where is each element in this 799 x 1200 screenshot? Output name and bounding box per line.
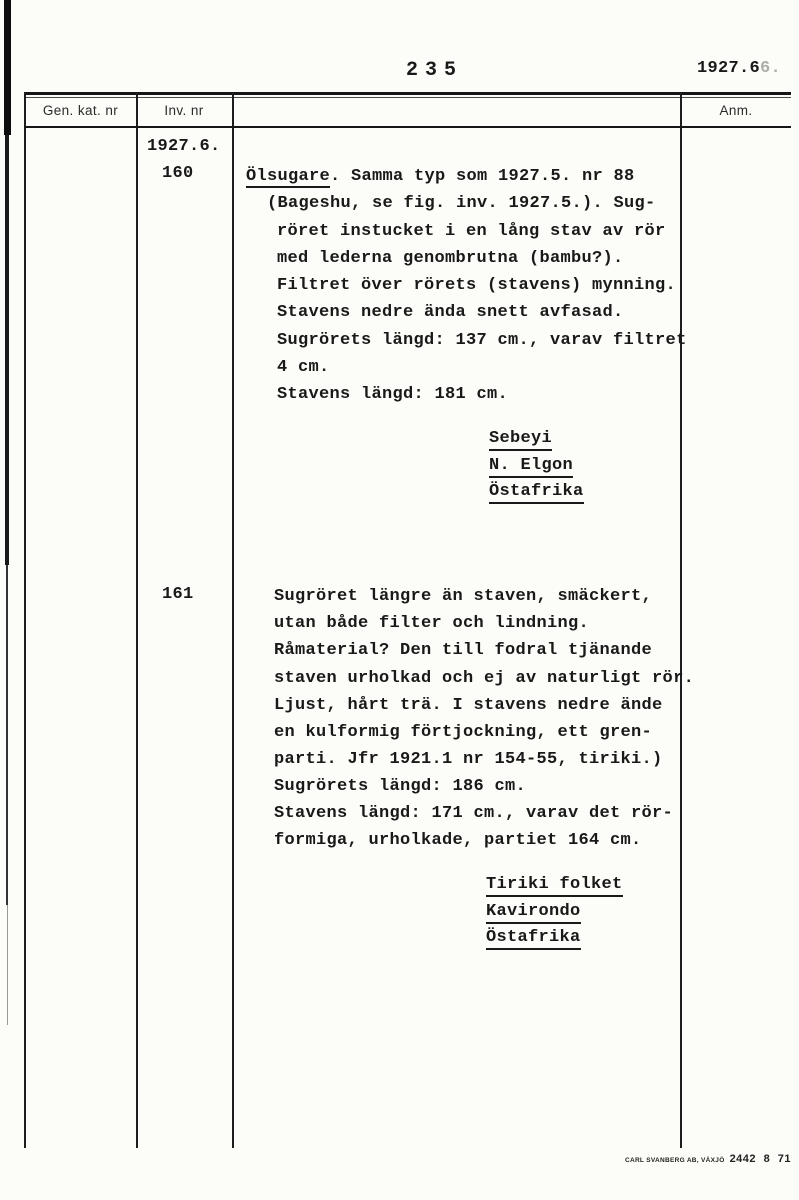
column-header-anm: Anm. bbox=[719, 103, 753, 118]
printer-code: 2442 8 71 bbox=[729, 1153, 791, 1165]
entry-160-line: röret instucket i en lång stav av rör bbox=[277, 222, 666, 241]
printer-name: CARL SVANBERG AB, VÄXJÖ bbox=[624, 1157, 725, 1164]
entry-160-title-line bbox=[246, 166, 635, 188]
scan-edge-artifact bbox=[5, 135, 9, 565]
entry-160-line: 4 cm. bbox=[277, 358, 330, 377]
attribution-text: Sebeyi bbox=[489, 429, 552, 451]
attribution-text: Östafrika bbox=[489, 482, 584, 504]
column-divider-1 bbox=[136, 92, 138, 1148]
entry-161-line: Sugrörets längd: 186 cm. bbox=[274, 777, 527, 796]
entry-160-line: Stavens längd: 181 cm. bbox=[277, 385, 509, 404]
entry-161-line: parti. Jfr 1921.1 nr 154-55, tiriki.) bbox=[274, 750, 663, 769]
table-border-left bbox=[24, 92, 26, 1148]
entry-161-attribution-place bbox=[486, 901, 581, 923]
inventory-group-number: 1927.6. bbox=[147, 137, 221, 156]
table-top-rule bbox=[25, 92, 791, 95]
entry-160-line: Sugrörets längd: 137 cm., varav filtret bbox=[277, 331, 687, 350]
entry-161-line: en kulformig förtjockning, ett gren- bbox=[274, 723, 653, 742]
entry-161-line: Råmaterial? Den till fodral tjänande bbox=[274, 641, 653, 660]
entry-161-line: staven urholkad och ej av naturligt rör. bbox=[274, 669, 695, 688]
entry-160-line: Stavens nedre ända snett avfasad. bbox=[277, 303, 624, 322]
attribution-text: Kavirondo bbox=[486, 902, 581, 924]
entry-161-line: Sugröret längre än staven, smäckert, bbox=[274, 587, 653, 606]
scan-edge-artifact bbox=[6, 565, 8, 905]
page-number: 235 bbox=[406, 59, 464, 82]
scan-edge-artifact bbox=[7, 905, 8, 1025]
entry-161-line: Ljust, hårt trä. I stavens nedre ände bbox=[274, 696, 663, 715]
entry-160-attribution-place bbox=[489, 455, 573, 477]
entry-161-line: utan både filter och lindning. bbox=[274, 614, 590, 633]
table-top-rule-2 bbox=[25, 97, 791, 98]
header-bottom-rule bbox=[25, 126, 791, 128]
attribution-text: Tiriki folket bbox=[486, 875, 623, 897]
scan-edge-artifact bbox=[4, 0, 11, 135]
attribution-text: Östafrika bbox=[486, 928, 581, 950]
printer-imprint bbox=[625, 1153, 791, 1165]
column-header-gen-kat-nr: Gen. kat. nr bbox=[42, 103, 119, 118]
entry-161-attribution-region bbox=[486, 927, 581, 949]
object-title-rest: . Samma typ som 1927.5. nr 88 bbox=[330, 167, 635, 186]
entry-161-line: formiga, urholkade, partiet 164 cm. bbox=[274, 831, 642, 850]
document-ref bbox=[697, 58, 781, 80]
inventory-number-161: 161 bbox=[162, 585, 194, 604]
entry-161-attribution-people bbox=[486, 874, 623, 896]
entry-161-line: Stavens längd: 171 cm., varav det rör- bbox=[274, 804, 674, 823]
entry-160-line: med lederna genombrutna (bambu?). bbox=[277, 249, 624, 268]
entry-160-line: (Bageshu, se fig. inv. 1927.5.). Sug- bbox=[267, 194, 656, 213]
document-ref-ghost-mark: 6. bbox=[760, 59, 782, 78]
entry-160-line: Filtret över rörets (stavens) mynning. bbox=[277, 276, 677, 295]
column-divider-2 bbox=[232, 92, 234, 1148]
column-header-inv-nr: Inv. nr bbox=[164, 103, 204, 118]
attribution-text: N. Elgon bbox=[489, 456, 573, 478]
entry-160-attribution-people bbox=[489, 428, 552, 450]
entry-160-attribution-region bbox=[489, 481, 584, 503]
object-title: Ölsugare bbox=[246, 167, 331, 186]
inventory-number-160: 160 bbox=[162, 164, 194, 183]
column-divider-3 bbox=[680, 92, 682, 1148]
document-ref-text: 1927.6 bbox=[697, 59, 761, 78]
